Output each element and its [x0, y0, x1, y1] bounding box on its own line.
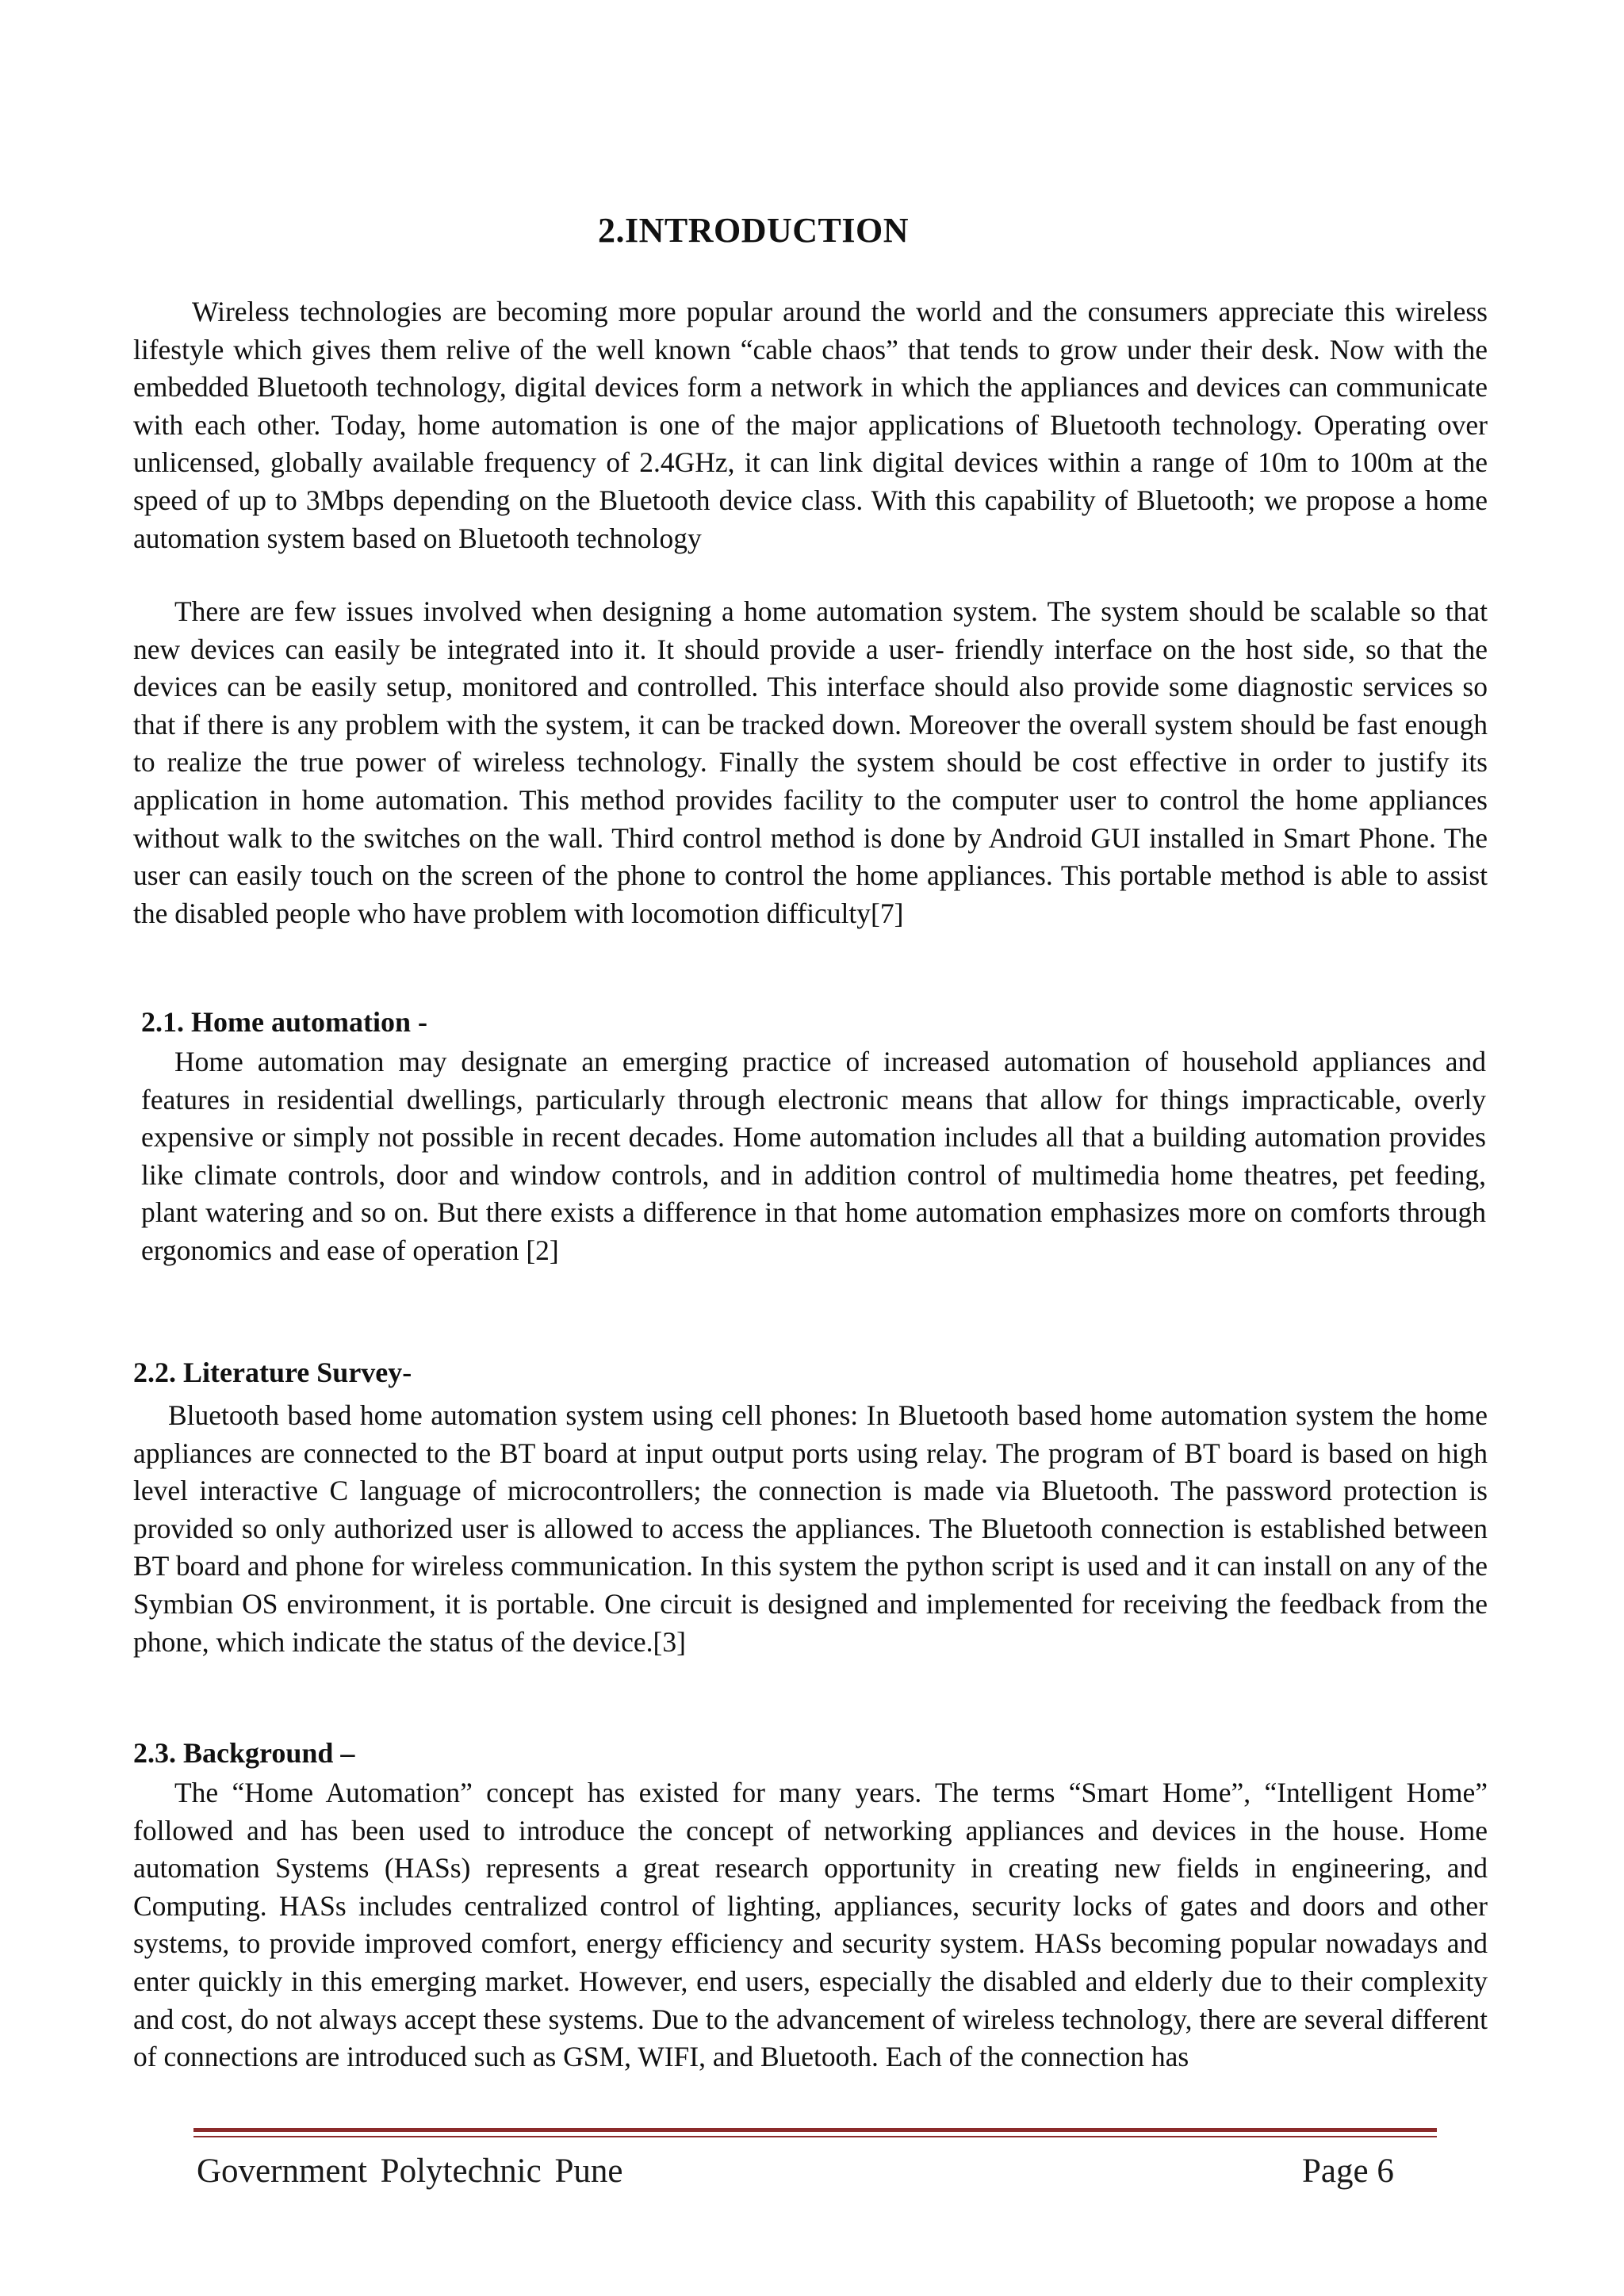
section-paragraph-literature-survey: Bluetooth based home automation system using cell phones: In Bluetooth based home automation system the home appliances are connected to the BT board at input output ports using relay. The program of BT board is based on high level interactive C language of microcontrollers; the connection is made via Bluetooth. The password protection is provided so only authorized user is allowed to access the appliances. The Bluetooth connection is established between BT board and phone for wireless communication. In this system the python script is used and it can install on any of the Symbian OS environment, it is portable. One circuit is designed and implemented for receiving the feedback from the phone, which indicate the status of the device.[3]	[133, 1399, 1488, 1658]
footer-rule-thick	[193, 2128, 1437, 2132]
intro-paragraph-2: There are few issues involved when designing a home automation system. The system should be scalable so that new devices can easily be integrated into it. It should provide a user- friendly interface on the host side, so that the devices can be easily setup, monitored and controlled. This interface should also provide some diagnostic services so that if there is any problem with the system, it can be tracked down. Moreover the overall system should be fast enough to realize the true power of wireless technology. Finally the system should be cost effective in order to justify its application in home automation. This method provides facility to the computer user to control the home appliances without walk to the switches on the wall. Third control method is done by Android GUI installed in Smart Phone. The user can easily touch on the screen of the phone to control the home appliances. This portable method is able to assist the disabled people who have problem with locomotion difficulty[7]	[133, 595, 1488, 929]
section-paragraph-background: The “Home Automation” concept has existed for many years. The terms “Smart Home”, “Intelligent Home” followed and has been used to introduce the concept of networking appliances and devices in the house. Home automation Systems (HASs) represents a great research opportunity in creating new fields in engineering, and Computing. HASs includes centralized control of lighting, appliances, security locks of gates and doors and other systems, to provide improved comfort, energy efficiency and security system. HASs becoming popular nowadays and enter quickly in this emerging market. However, end users, especially the disabled and elderly due to their complexity and cost, do not always accept these systems. Due to the advancement of wireless technology, there are several different of connections are introduced such as GSM, WIFI, and Bluetooth. Each of the connection has	[133, 1777, 1488, 2073]
footer-rule-thin	[193, 2136, 1437, 2137]
section-paragraph-home-automation: Home automation may designate an emerging practice of increased automation of household appliances and features in residential dwellings, particularly through electronic means that allow for things impracticable, overly expensive or simply not possible in recent decades. Home automation includes all that a building automation provides like climate controls, door and window controls, and in addition control of multimedia home theatres, pet feeding, plant watering and so on. But there exists a difference in that home automation emphasizes more on comforts through ergonomics and ease of operation [2]	[141, 1046, 1486, 1266]
page-title: 2.INTRODUCTION	[597, 211, 910, 251]
footer-page-number: Page 6	[1302, 2152, 1394, 2190]
footer-institution: Government Polytechnic Pune	[197, 2152, 623, 2190]
section-heading-background: 2.3. Background –	[133, 1737, 355, 1769]
section-heading-home-automation: 2.1. Home automation -	[141, 1006, 427, 1038]
intro-paragraph-1: Wireless technologies are becoming more popular around the world and the consumers appreciate this wireless lifestyle which gives them relive of the well known “cable chaos” that tends to grow under their desk. Now with the embedded Bluetooth technology, digital devices form a network in which the appliances and devices can communicate with each other. Today, home automation is one of the major applications of Bluetooth technology. Operating over unlicensed, globally available frequency of 2.4GHz, it can link digital devices within a range of 10m to 100m at the speed of up to 3Mbps depending on the Bluetooth device class. With this capability of Bluetooth; we propose a home automation system based on Bluetooth technology	[133, 296, 1488, 554]
section-heading-literature-survey: 2.2. Literature Survey-	[133, 1357, 412, 1388]
